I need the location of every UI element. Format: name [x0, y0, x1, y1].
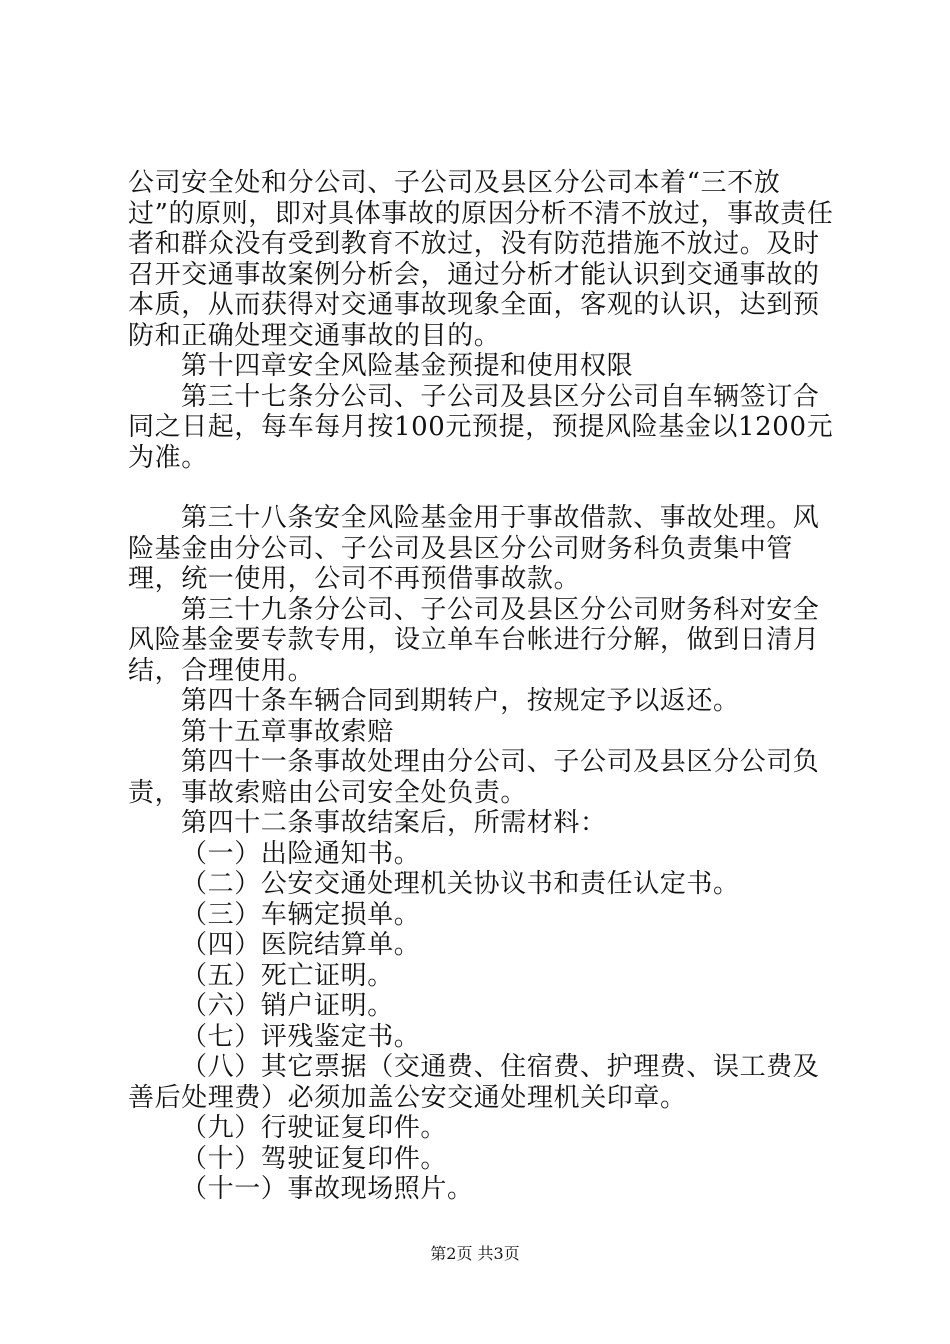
list-item-4: （四）医院结算单。 — [181, 930, 421, 960]
document-body — [128, 168, 840, 1205]
list-item-11: （十一）事故现场照片。 — [181, 1174, 474, 1204]
article-39: 第三十九条分公司、子公司及县区分公司财务科对安全风险基金要专款专用，设立单车台帐进行分解，做到日清月结，合理使用。 — [128, 594, 820, 686]
list-item-9: （九）行驶证复印件。 — [181, 1113, 448, 1143]
article-40: 第四十条车辆合同到期转户，按规定予以返还。 — [181, 686, 740, 716]
list-item-1: （一）出险通知书。 — [181, 838, 421, 869]
list-item-2: （二）公安交通处理机关协议书和责任认定书。 — [181, 869, 740, 899]
article-42: 第四十二条事故结案后，所需材料： — [181, 808, 607, 838]
list-item-8: （八）其它票据（交通费、住宿费、护理费、误工费及善后处理费）必须加盖公安交通处理机关印章。 — [128, 1052, 820, 1113]
chapter-heading-14: 第十四章安全风险基金预提和使用权限 — [181, 351, 634, 381]
list-item-3: （三）车辆定损单。 — [181, 899, 421, 930]
list-item-5: （五）死亡证明。 — [181, 960, 394, 991]
chapter-heading-15: 第十五章事故索赔 — [181, 716, 394, 747]
list-item-6: （六）销户证明。 — [181, 991, 394, 1021]
list-item-7: （七）评残鉴定书。 — [181, 1021, 421, 1052]
page-footer: 第2页 共3页 — [430, 1244, 520, 1263]
article-38: 第三十八条安全风险基金用于事故借款、事故处理。风险基金由分公司、子公司及县区分公司财务科负责集中管理，统一使用，公司不再预借事故款。 — [128, 503, 820, 594]
article-37: 第三十七条分公司、子公司及县区分公司自车辆签订合同之日起，每车每月按100元预提，预提风险基金以1200元为准。 — [128, 381, 834, 473]
article-41: 第四十一条事故处理由分公司、子公司及县区分公司负责，事故索赔由公司安全处负责。 — [128, 747, 820, 808]
paragraph-intro: 公司安全处和分公司、子公司及县区分公司本着“三不放过”的原则，即对具体事故的原因分析不清不放过，事故责任者和群众没有受到教育不放过，没有防范措施不放过。及时召开交通事故案例分析会，通过分析才能认识到交通事故的本质，从而获得对交通事故现象全面，客观的认识，达到预防和正确处理交通事故的目的。 — [128, 168, 834, 351]
list-item-10: （十）驾驶证复印件。 — [181, 1143, 448, 1174]
